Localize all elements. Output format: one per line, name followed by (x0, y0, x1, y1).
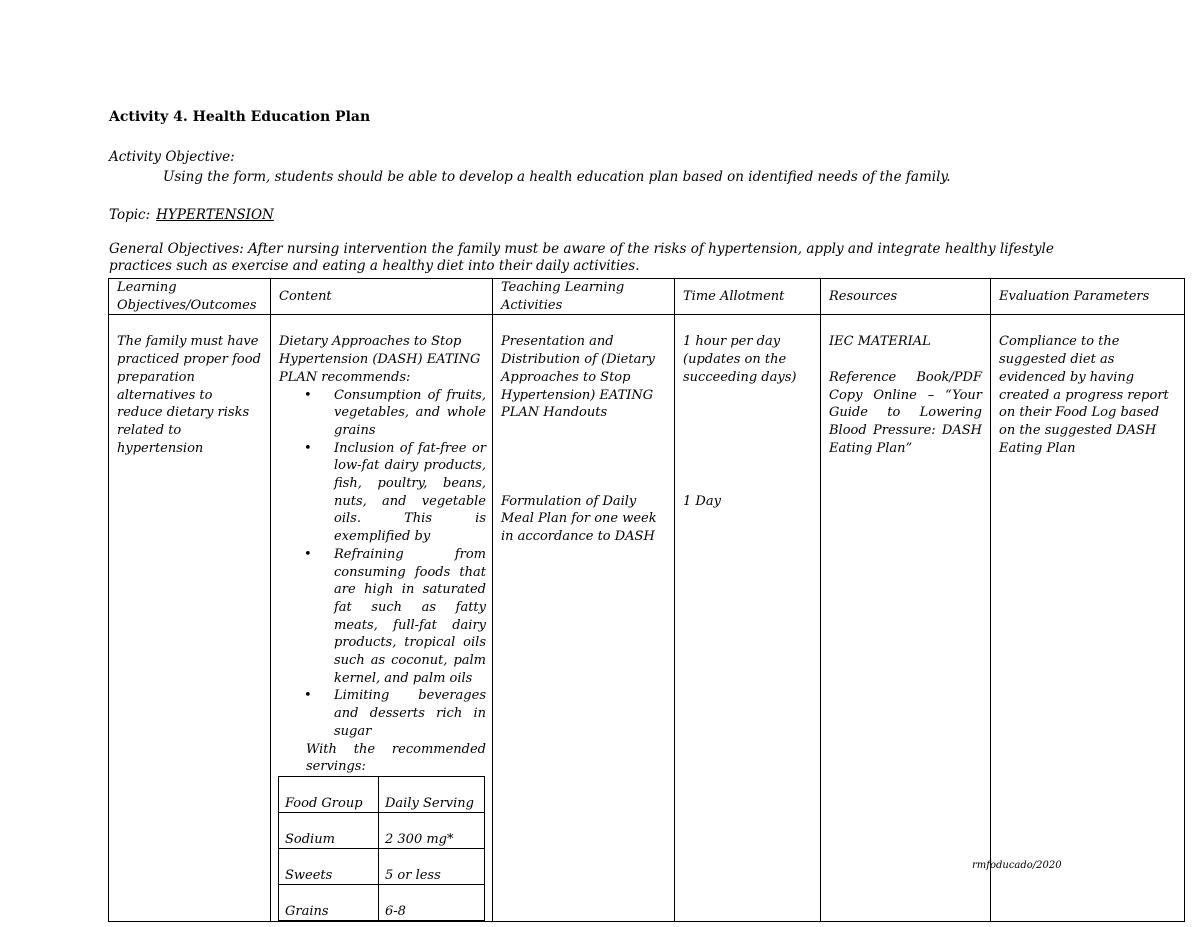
servings-header-row (279, 776, 485, 812)
time-cell (675, 315, 821, 922)
objective-text: Using the form, students should be able to develop a health education plan based on identified needs of the family. (163, 169, 951, 185)
servings-food-group: Sodium (279, 812, 379, 848)
footer-credit: rmfoducado/2020 (972, 860, 1062, 871)
learning-objective-cell: The family must have practiced proper food preparation alternatives to reduce dietary risks related to hypertension (109, 315, 271, 922)
servings-intro-line1: With the recommended (306, 741, 486, 757)
servings-daily-serving: 2 300 mg* (379, 812, 485, 848)
header-time-allotment: Time Allotment (675, 279, 821, 315)
list-item: • Consumption of fruits, vegetables, and whole grains (334, 387, 486, 440)
list-item: • Inclusion of fat-free or low-fat dairy products, fish, poultry, beans, nuts, and vegetable oils. This is exemplified by (334, 440, 486, 546)
activities-cell (493, 315, 675, 922)
table-row (279, 812, 485, 848)
evaluation-cell: Compliance to the suggested diet as evidenced by having created a progress report on their Food Log based on the suggested DASH Eating Plan (991, 315, 1185, 922)
document-title: Activity 4. Health Education Plan (109, 109, 371, 125)
content-cell (271, 315, 493, 922)
header-teaching-activities: Teaching Learning Activities (493, 279, 675, 315)
list-item: • Refraining from consuming foods that are high in saturated fat such as fatty meats, full-fat dairy products, tropical oils such as coconut, palm kernel, and palm oils (334, 546, 486, 688)
objective-label: Activity Objective: (109, 149, 235, 165)
servings-daily-serving: 5 or less (379, 848, 485, 884)
topic-line (109, 207, 274, 223)
header-evaluation: Evaluation Parameters (991, 279, 1185, 315)
servings-food-group: Sweets (279, 848, 379, 884)
time-presentation: 1 hour per day (updates on the succeeding days) (683, 334, 797, 385)
resources-cell (821, 315, 991, 922)
header-learning-objectives: Learning Objectives/Outcomes (109, 279, 271, 315)
health-education-plan-table (108, 278, 1185, 922)
header-content: Content (271, 279, 493, 315)
resource-iec: IEC MATERIAL (829, 334, 931, 350)
servings-intro-line2: servings: (306, 759, 366, 775)
resource-reference: Reference Book/PDF Copy Online – “Your Guide to Lowering Blood Pressure: DASH Eating Plan” (829, 369, 982, 456)
topic-label: Topic: (109, 207, 151, 223)
table-header-row (109, 279, 1185, 315)
table-row (109, 315, 1185, 922)
servings-header-daily-serving: Daily Serving (379, 776, 485, 812)
content-intro: Dietary Approaches to Stop Hypertension (DASH) EATING PLAN recommends: (279, 334, 481, 385)
table-row (279, 848, 485, 884)
list-item: • Limiting beverages and desserts rich in sugar (334, 687, 486, 740)
content-bullet-list (279, 387, 486, 741)
header-resources: Resources (821, 279, 991, 315)
general-objectives: General Objectives: After nursing intervention the family must be aware of the risks of hypertension, apply and integrate healthy lifestyle practices such as exercise and eating a healthy diet into their daily activities. (109, 241, 1054, 274)
servings-daily-serving: 6-8 (379, 884, 485, 920)
time-formulation: 1 Day (683, 493, 721, 509)
servings-header-food-group: Food Group (279, 776, 379, 812)
topic-value: HYPERTENSION (156, 207, 274, 223)
activity-formulation: Formulation of Daily Meal Plan for one week in accordance to DASH (501, 493, 657, 545)
table-row (279, 884, 485, 920)
servings-food-group: Grains (279, 884, 379, 920)
activity-presentation: Presentation and Distribution of (Dietary Approaches to Stop Hypertension) EATING PLAN Handouts (501, 334, 655, 421)
servings-table (278, 776, 485, 921)
